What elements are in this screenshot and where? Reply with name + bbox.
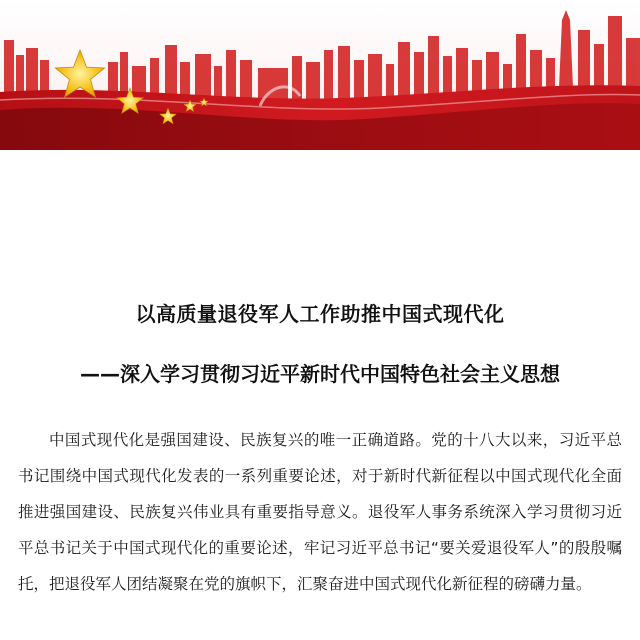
article-subtitle: ——深入学习贯彻习近平新时代中国特色社会主义思想	[80, 362, 560, 386]
article	[0, 300, 640, 602]
header-banner	[0, 0, 640, 150]
article-title: 以高质量退役军人工作助推中国式现代化	[135, 302, 505, 326]
banner-illustration	[0, 0, 640, 150]
article-paragraph: 中国式现代化是强国建设、民族复兴的唯一正确道路。党的十八大以来，习近平总书记围绕中国式现代化发表的一系列重要论述，对于新时代新征程以中国式现代化全面推进强国建设、民族复兴伟业具有重要指导意义。退役军人事务系统深入学习贯彻习近平总书记关于中国式现代化的重要论述，牢记习近平总书记“要关爱退役军人”的殷殷嘱托，把退役军人团结凝聚在党的旗帜下，汇聚奋进中国式现代化新征程的磅礴力量。	[18, 431, 622, 593]
